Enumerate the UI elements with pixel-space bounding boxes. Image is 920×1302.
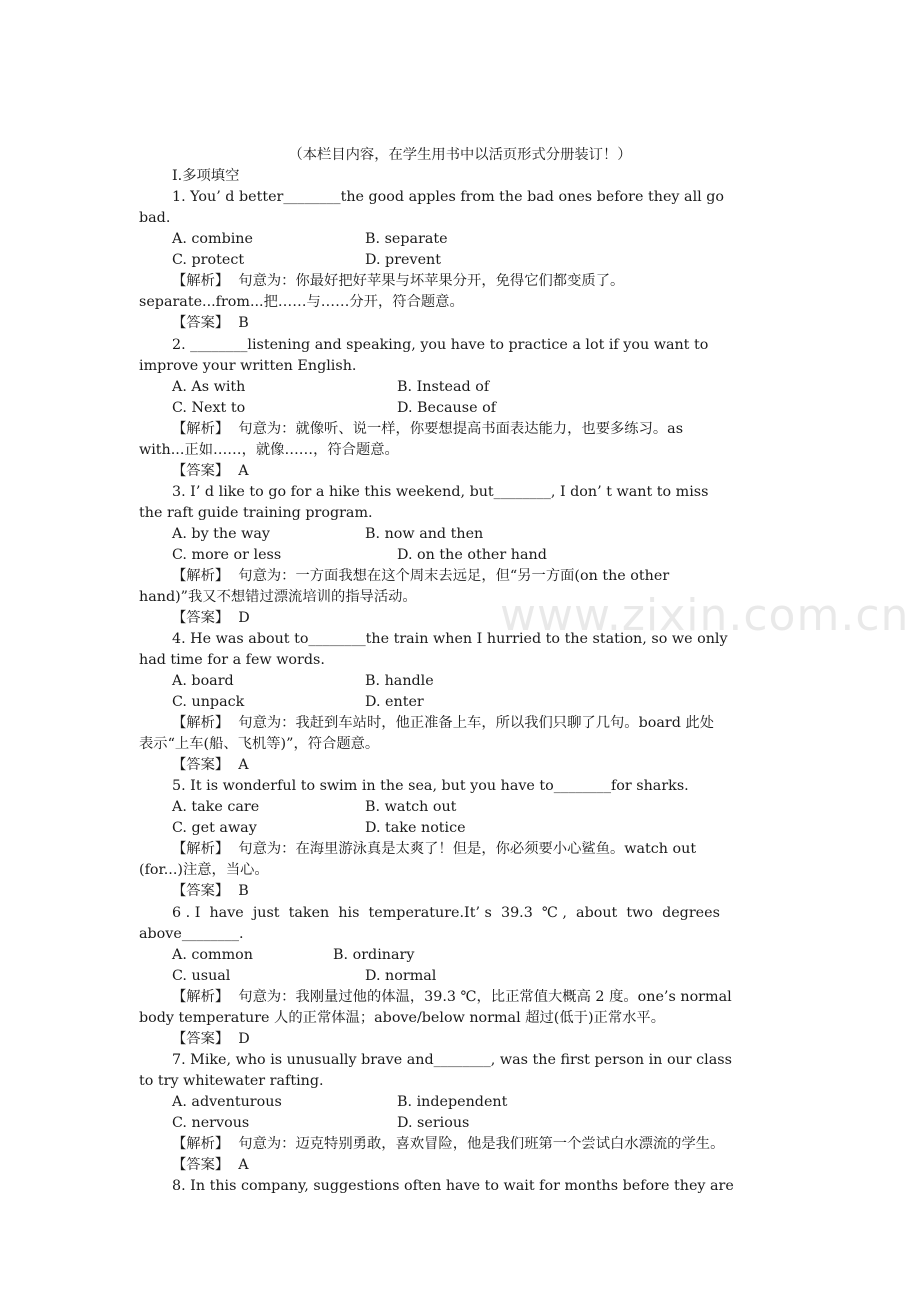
option-d: D. normal — [365, 968, 437, 984]
option-d: D. on the other hand — [397, 547, 547, 563]
question-6-options-row-2 — [0, 966, 920, 987]
question-2-line-1: 2. ________listening and speaking, you have to practice a lot if you want to — [172, 337, 709, 353]
question-1-options-row-2 — [0, 250, 920, 271]
question-6-line-2: above________. — [139, 926, 244, 942]
question-4-answer: 【答案】 A — [172, 757, 249, 773]
question-1-line-2: bad. — [139, 210, 171, 226]
option-d: D. enter — [365, 694, 424, 710]
question-7-options-row-2 — [0, 1113, 920, 1134]
question-5-options-row-2 — [0, 818, 920, 839]
option-a: A. common — [172, 947, 253, 963]
question-6-answer: 【答案】 D — [172, 1031, 250, 1047]
question-7-answer: 【答案】 A — [172, 1157, 249, 1173]
question-5-explanation-1: 【解析】 句意为：在海里游泳真是太爽了！但是，你必须要小心鲨鱼。watch out — [172, 841, 697, 857]
question-2-explanation-1: 【解析】 句意为：就像听、说一样，你要想提高书面表达能力，也要多练习。as — [172, 421, 684, 437]
watermark: www.zixin.com.cn — [500, 590, 910, 641]
question-5-explanation-2: (for...)注意，当心。 — [139, 862, 269, 878]
option-d: D. Because of — [397, 400, 496, 416]
option-c: C. protect — [172, 252, 245, 268]
question-3-line-1: 3. I’ d like to go for a hike this weekend, but________, I don’ t want to miss — [172, 484, 709, 500]
question-5-options-row-1 — [0, 797, 920, 818]
question-2-answer: 【答案】 A — [172, 463, 249, 479]
question-4-line-2: had time for a few words. — [139, 652, 325, 668]
question-3-answer: 【答案】 D — [172, 610, 250, 626]
option-d: D. take notice — [365, 820, 466, 836]
question-4-line-1: 4. He was about to________the train when I hurried to the station, so we only — [172, 631, 728, 647]
option-d: D. prevent — [365, 252, 441, 268]
option-a: A. combine — [172, 231, 253, 247]
option-c: C. Next to — [172, 400, 246, 416]
question-3-explanation-2: hand)”我又不想错过漂流培训的指导活动。 — [139, 589, 417, 605]
option-a: A. adventurous — [172, 1094, 282, 1110]
option-b: B. now and then — [365, 526, 484, 542]
question-4-options-row-2 — [0, 692, 920, 713]
option-a: A. board — [172, 673, 234, 689]
question-1-line-1: 1. You’ d better________the good apples from the bad ones before they all go — [172, 189, 725, 205]
question-3-line-2: the raft guide training program. — [139, 505, 373, 521]
question-2-explanation-2: with...正如……，就像……，符合题意。 — [139, 442, 399, 458]
option-b: B. independent — [397, 1094, 508, 1110]
question-1-answer: 【答案】 B — [172, 315, 249, 331]
question-5-line-1: 5. It is wonderful to swim in the sea, but you have to________for sharks. — [172, 778, 689, 794]
question-2-options-row-2 — [0, 398, 920, 419]
question-4-options-row-1 — [0, 671, 920, 692]
question-1-explanation-2: separate...from...把……与……分开，符合题意。 — [139, 294, 464, 310]
option-d: D. serious — [397, 1115, 470, 1131]
question-4-explanation-1: 【解析】 句意为：我赶到车站时，他正准备上车，所以我们只聊了几句。board 此处 — [172, 715, 714, 731]
question-3-options-row-2 — [0, 545, 920, 566]
option-c: C. nervous — [172, 1115, 250, 1131]
question-1-options-row-1 — [0, 229, 920, 250]
option-c: C. more or less — [172, 547, 282, 563]
question-8-line-1: 8. In this company, suggestions often have to wait for months before they are — [172, 1178, 734, 1194]
question-5-answer: 【答案】 B — [172, 883, 249, 899]
page-header: （本栏目内容，在学生用书中以活页形式分册装订！） — [288, 147, 632, 163]
option-a: A. by the way — [172, 526, 270, 542]
option-b: B. Instead of — [397, 379, 490, 395]
question-6-line-1: 6 . I have just taken his temperature.It’ s 39.3 ℃ , about two degrees — [172, 905, 720, 921]
option-a: A. take care — [172, 799, 260, 815]
option-b: B. ordinary — [333, 947, 415, 963]
option-a: A. As with — [172, 379, 246, 395]
section-title: Ⅰ.多项填空 — [172, 168, 240, 184]
question-4-explanation-2: 表示“上车(船、飞机等)”，符合题意。 — [139, 736, 380, 752]
question-7-explanation-1: 【解析】 句意为：迈克特别勇敢，喜欢冒险，他是我们班第一个尝试白水漂流的学生。 — [172, 1136, 725, 1152]
question-6-options-row-1 — [0, 945, 920, 966]
question-3-explanation-1: 【解析】 句意为：一方面我想在这个周末去远足，但“另一方面(on the other — [172, 568, 670, 584]
question-6-explanation-1: 【解析】 句意为：我刚量过他的体温，39.3 ℃，比正常值大概高 2 度。one’s normal — [172, 989, 732, 1005]
question-3-options-row-1 — [0, 524, 920, 545]
option-b: B. handle — [365, 673, 434, 689]
option-c: C. unpack — [172, 694, 245, 710]
question-2-line-2: improve your written English. — [139, 358, 357, 374]
question-7-line-1: 7. Mike, who is unusually brave and________, was the first person in our class — [172, 1052, 732, 1068]
option-b: B. watch out — [365, 799, 457, 815]
question-7-line-2: to try whitewater rafting. — [139, 1073, 324, 1089]
question-6-explanation-2: body temperature 人的正常体温；above/below normal 超过(低于)正常水平。 — [139, 1010, 666, 1026]
question-1-explanation-1: 【解析】 句意为：你最好把好苹果与坏苹果分开，免得它们都变质了。 — [172, 273, 625, 289]
option-c: C. usual — [172, 968, 231, 984]
option-c: C. get away — [172, 820, 257, 836]
question-7-options-row-1 — [0, 1092, 920, 1113]
option-b: B. separate — [365, 231, 448, 247]
question-2-options-row-1 — [0, 377, 920, 398]
